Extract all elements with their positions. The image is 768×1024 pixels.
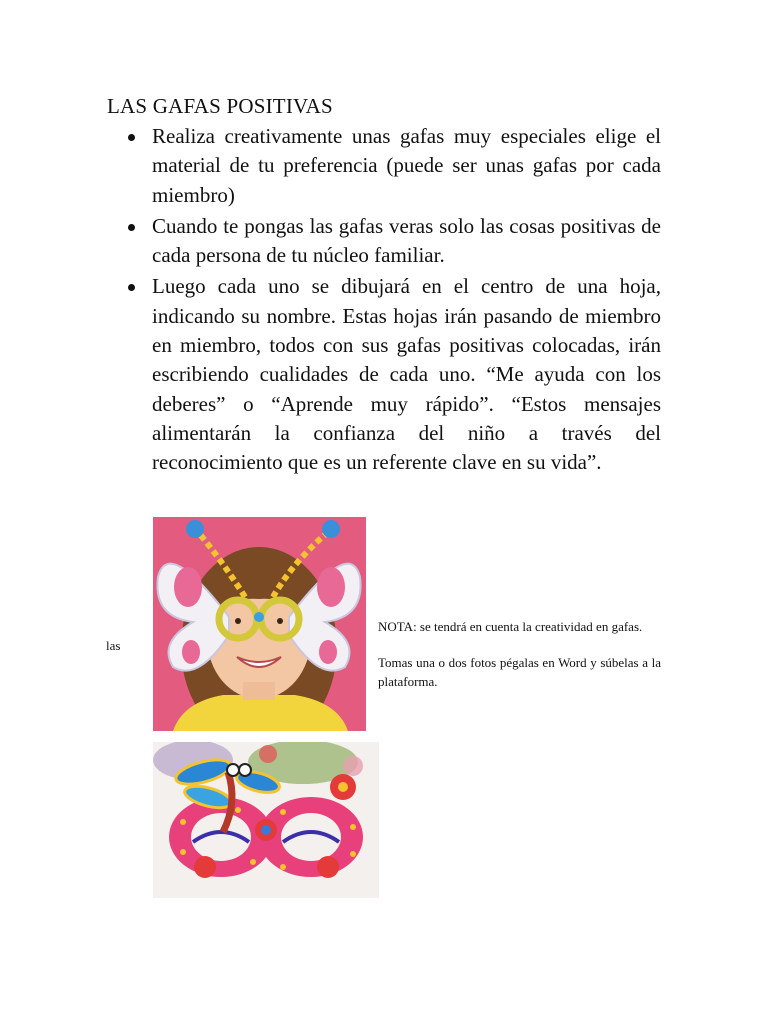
flower-glasses-photo xyxy=(153,742,379,898)
bullet-item xyxy=(152,212,661,271)
flower-glasses-image xyxy=(153,742,379,898)
bullet-text: Realiza creativamente unas gafas muy especiales elige el material de tu preferencia (puede ser unas gafas por cada miembro) xyxy=(152,124,661,207)
bullet-list xyxy=(152,122,661,480)
side-label: las xyxy=(106,638,121,653)
bullet-text: Cuando te pongas las gafas veras solo las cosas positivas de cada persona de tu núcleo familiar. xyxy=(152,213,661,268)
bullet-item xyxy=(152,272,661,477)
note-text: NOTA: se tendrá en cuenta la creatividad en gafas. xyxy=(378,619,643,634)
bullet-icon xyxy=(128,224,135,231)
bullet-item xyxy=(152,122,661,210)
instruction-text: Tomas una o dos fotos pégalas en Word y súbelas a la plataforma. xyxy=(378,655,661,689)
butterfly-glasses-photo xyxy=(153,517,366,731)
note-block xyxy=(378,617,661,708)
bullet-icon xyxy=(128,284,135,291)
bullet-icon xyxy=(128,134,135,141)
butterfly-glasses-image xyxy=(153,517,366,731)
bullet-text: Luego cada uno se dibujará en el centro de una hoja, indicando su nombre. Estas hojas irán pasando de miembro en miembro, todos con sus gafas positivas colocadas, irán escribiendo cualidades de cada uno. “Me ayuda con los deberes” o “Aprende muy rápido”. “Estos mensajes alimentarán la confianza del niño a través del reconocimiento que es un referente clave en su vida”. xyxy=(152,274,661,475)
document-title: LAS GAFAS POSITIVAS xyxy=(107,94,333,118)
